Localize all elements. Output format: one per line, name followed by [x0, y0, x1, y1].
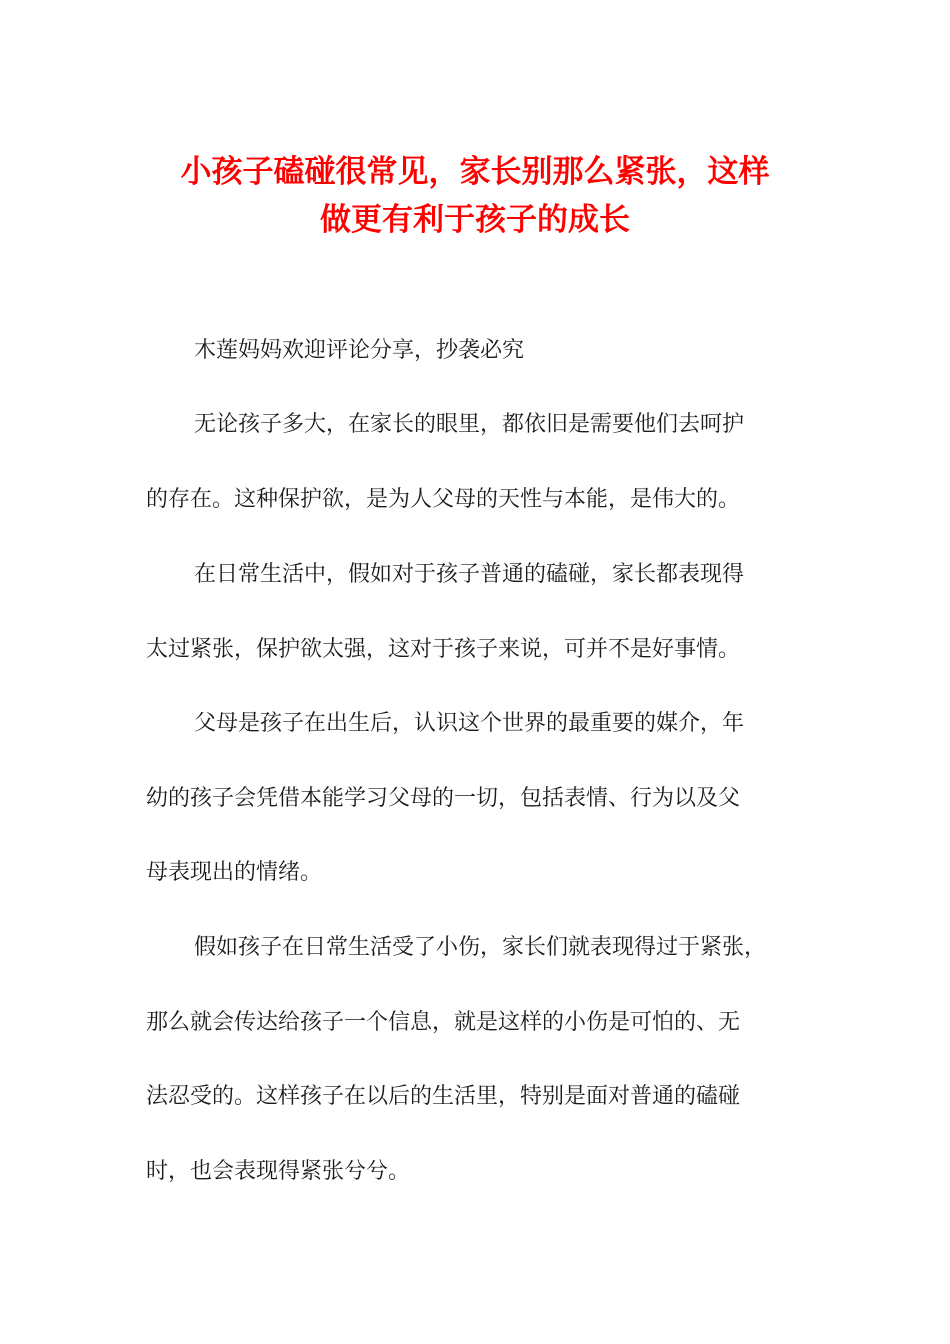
article-title-line-1: 小孩子磕碰很常见，家长别那么紧张，这样 [180, 154, 770, 190]
paragraph-3-line-1: 父母是孩子在出生后，认识这个世界的最重要的媒介，年 [194, 711, 745, 736]
paragraph-1-line-1: 无论孩子多大，在家长的眼里，都依旧是需要他们去呵护 [194, 412, 745, 437]
paragraph-3-line-3: 母表现出的情绪。 [146, 860, 323, 885]
paragraph-4-line-3: 法忍受的。这样孩子在以后的生活里，特别是面对普通的磕碰 [146, 1084, 741, 1109]
paragraph-3-line-2: 幼的孩子会凭借本能学习父母的一切，包括表情、行为以及父 [146, 786, 741, 811]
paragraph-4-line-4: 时，也会表现得紧张兮兮。 [146, 1159, 411, 1184]
author-note: 木莲妈妈欢迎评论分享，抄袭必究 [194, 338, 525, 363]
paragraph-4-line-1: 假如孩子在日常生活受了小伤，家长们就表现得过于紧张， [194, 935, 767, 960]
paragraph-2-line-2: 太过紧张，保护欲太强，这对于孩子来说，可并不是好事情。 [146, 637, 741, 662]
paragraph-4-line-2: 那么就会传达给孩子一个信息，就是这样的小伤是可怕的、无 [146, 1010, 741, 1035]
paragraph-2-line-1: 在日常生活中，假如对于孩子普通的磕碰，家长都表现得 [194, 562, 745, 587]
article-title-line-2: 做更有利于孩子的成长 [320, 202, 630, 238]
paragraph-1-line-2: 的存在。这种保护欲，是为人父母的天性与本能，是伟大的。 [146, 487, 741, 512]
